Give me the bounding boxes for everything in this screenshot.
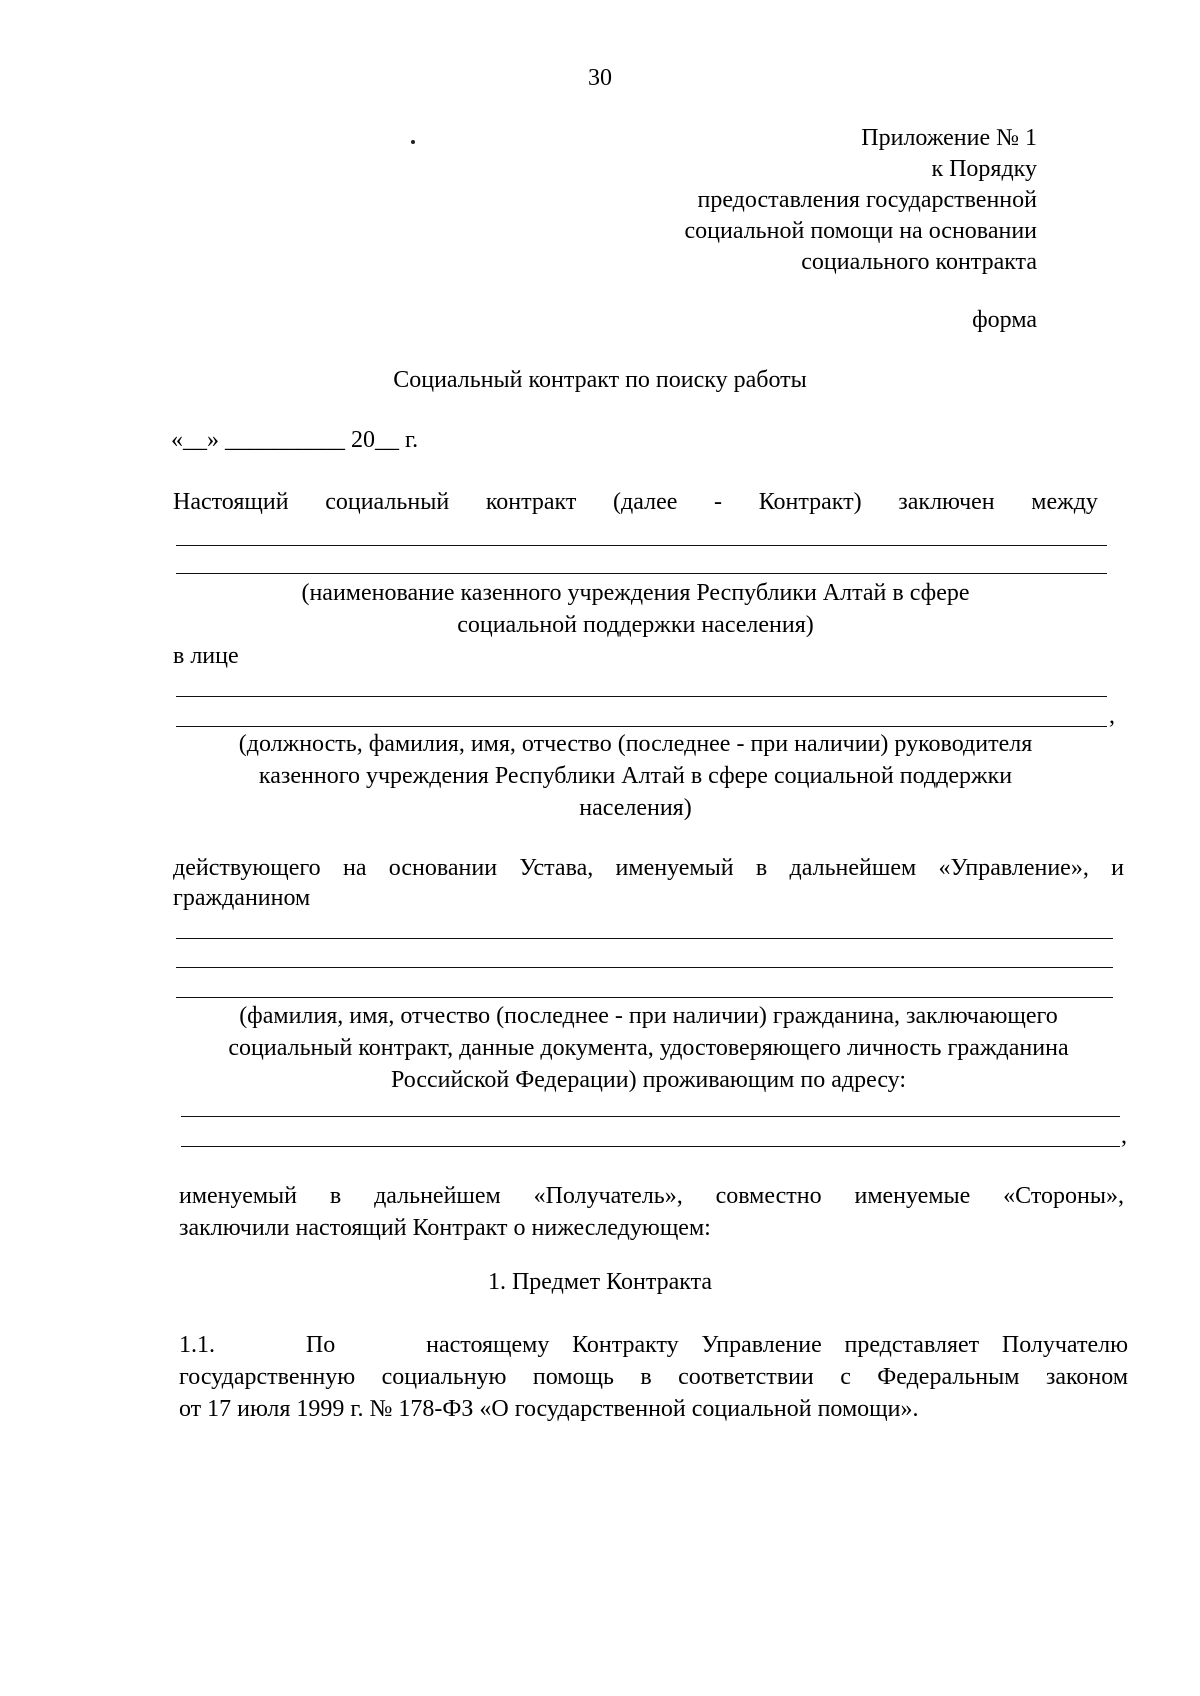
- document-title: Социальный контракт по поиску работы: [393, 367, 807, 393]
- named-text-line-1: именуемый в дальнейшем «Получатель», совместно именуемые «Стороны»,: [179, 1183, 1124, 1209]
- caption-citizen: [173, 1000, 1124, 1096]
- scan-speck: [411, 140, 415, 144]
- appendix-line-5: социального контракта: [801, 249, 1037, 275]
- caption-citizen-line-3: Российской Федерации) проживающим по адресу:: [390, 1067, 907, 1093]
- in-person-label: в лице: [173, 643, 239, 669]
- intro-word: социальный: [325, 489, 450, 515]
- caption-head-line-2: казенного учреждения Республики Алтай в сфере социальной поддержки: [258, 763, 1013, 789]
- intro-word: (далее: [613, 489, 678, 515]
- caption-head-line-1: (должность, фамилия, имя, отчество (последнее - при наличии) руководителя: [238, 731, 1033, 757]
- section-1-title: 1. Предмет Контракта: [487, 1269, 713, 1295]
- appendix-line-2: к Порядку: [931, 156, 1037, 182]
- fill-line-citizen-1[interactable]: [176, 938, 1113, 939]
- caption-institution: [173, 577, 1098, 641]
- fill-line-head-2[interactable]: [176, 726, 1107, 727]
- citizen-label: гражданином: [173, 885, 311, 911]
- fill-line-address-1[interactable]: [181, 1116, 1120, 1117]
- fill-line-address-2[interactable]: [181, 1146, 1120, 1147]
- appendix-header: [685, 122, 1038, 277]
- named-text-line-2: заключили настоящий Контракт о нижеследующем:: [179, 1215, 711, 1241]
- intro-word: Контракт): [758, 489, 862, 515]
- comma-mark: ,: [1121, 1123, 1127, 1149]
- clause-1-1-line-3: от 17 июля 1999 г. № 178-ФЗ «О государственной социальной помощи».: [179, 1396, 919, 1422]
- page-number: 30: [588, 65, 612, 91]
- fill-line-citizen-2[interactable]: [176, 967, 1113, 968]
- appendix-line-3: предоставления государственной: [697, 187, 1037, 213]
- intro-word: -: [714, 489, 723, 515]
- caption-head: [173, 728, 1098, 824]
- caption-institution-line-1: (наименование казенного учреждения Республики Алтай в сфере: [301, 580, 970, 606]
- clause-1-1: [179, 1329, 1128, 1425]
- intro-line: [173, 486, 1098, 518]
- caption-citizen-line-2: социальный контракт, данные документа, удостоверяющего личность гражданина: [228, 1035, 1069, 1061]
- appendix-line-4: социальной помощи на основании: [684, 218, 1037, 244]
- form-label: форма: [972, 307, 1037, 333]
- intro-word: Настоящий: [173, 489, 289, 515]
- intro-word: контракт: [485, 489, 577, 515]
- caption-institution-line-2: социальной поддержки населения): [457, 612, 814, 638]
- caption-citizen-line-1: (фамилия, имя, отчество (последнее - при наличии) гражданина, заключающего: [239, 1003, 1058, 1029]
- clause-1-1-line-2: государственную социальную помощь в соответствии с Федеральным законом: [179, 1364, 1128, 1390]
- fill-line-institution-1[interactable]: [176, 545, 1107, 546]
- comma-mark: ,: [1109, 703, 1115, 729]
- named-text: [179, 1180, 1124, 1244]
- fill-line-institution-2[interactable]: [176, 573, 1107, 574]
- date-line: «__» __________ 20__ г.: [171, 427, 419, 453]
- intro-word: заключен: [898, 489, 995, 515]
- caption-head-line-3: населения): [579, 795, 692, 821]
- fill-line-head-1[interactable]: [176, 696, 1107, 697]
- acting-text: действующего на основании Устава, именуемый в дальнейшем «Управление», и: [173, 855, 1124, 881]
- clause-1-1-line-1: 1.1. По настоящему Контракту Управление представляет Получателю: [179, 1332, 1128, 1358]
- fill-line-citizen-3[interactable]: [176, 997, 1113, 998]
- intro-word: между: [1031, 489, 1098, 515]
- appendix-line-1: Приложение № 1: [861, 125, 1037, 151]
